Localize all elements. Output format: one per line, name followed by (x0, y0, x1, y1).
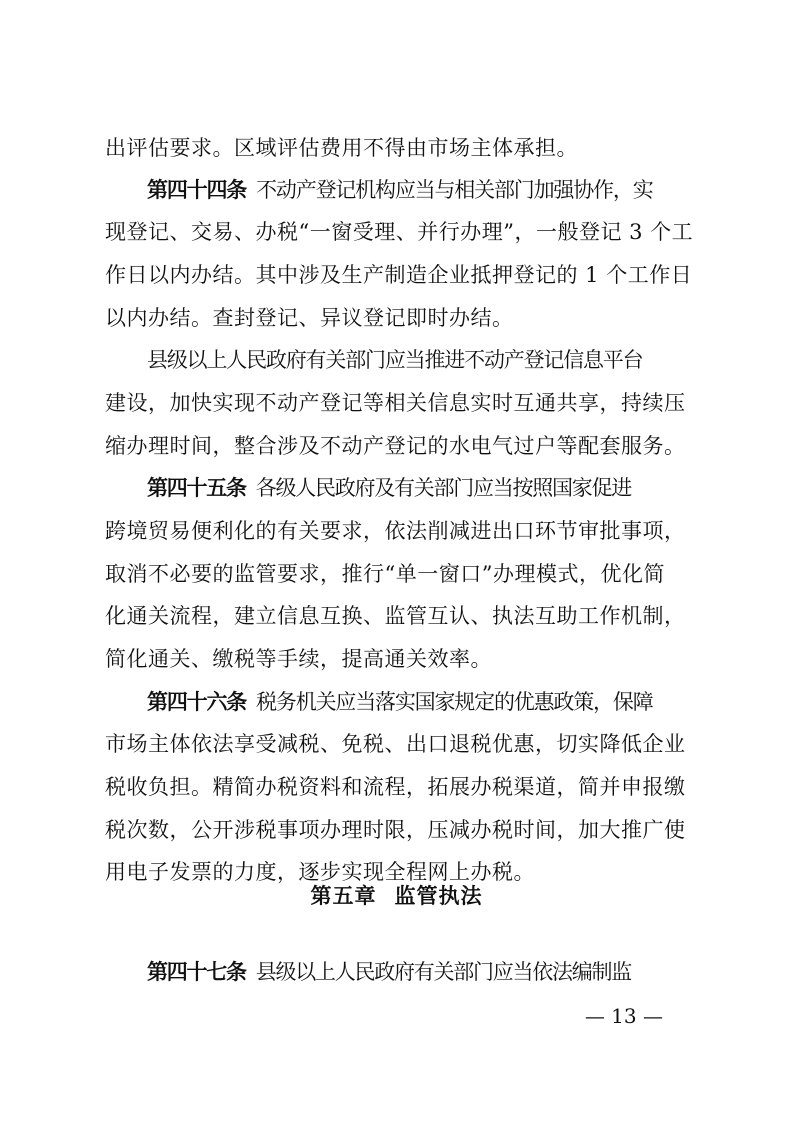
article-45-line (147, 472, 737, 504)
page-number: — 13 — (584, 1004, 663, 1028)
paragraph-line: 简化通关、缴税等手续，提高通关效率。 (105, 647, 492, 671)
article-45-title: 第四十五条 (147, 476, 246, 500)
article-46-line (147, 686, 737, 718)
paragraph-line: 县级以上人民政府有关部门应当推进不动产登记信息平台 (147, 348, 643, 372)
paragraph-line: 跨境贸易便利化的有关要求，依法削减进出口环节审批事项， (105, 519, 686, 543)
chapter-title: 监管执法 (394, 884, 483, 908)
article-47-text: 县级以上人民政府有关部门应当依法编制监 (255, 960, 631, 984)
paragraph-line: 市场主体依法享受减税、免税、出口退税优惠，切实降低企业 (105, 732, 686, 756)
paragraph-line: 作日以内办结。其中涉及生产制造企业抵押登记的 1 个工作日 (105, 263, 693, 287)
article-44-line (147, 174, 737, 206)
article-45-text: 各级人民政府及有关部门应当按照国家促进 (255, 476, 631, 500)
article-44-title: 第四十四条 (147, 178, 247, 202)
paragraph-line: 现登记、交易、办税“一窗受理、并行办理”，一般登记 3 个工 (105, 220, 694, 244)
paragraph-line: 税收负担。精简办税资料和流程，拓展办税渠道，简并申报缴 (105, 775, 686, 799)
article-46-text: 税务机关应当落实国家规定的优惠政策，保障 (256, 690, 653, 714)
chapter-heading (0, 880, 793, 912)
paragraph-line: 化通关流程，建立信息互换、监管互认、执法互助工作机制， (105, 604, 686, 628)
paragraph-line: 缩办理时间，整合涉及不动产登记的水电气过户等配套服务。 (105, 434, 686, 458)
paragraph-line: 建设，加快实现不动产登记等相关信息实时互通共享，持续压 (105, 391, 686, 415)
paragraph-line: 取消不必要的监管要求，推行“单一窗口”办理模式，优化简 (105, 562, 665, 586)
paragraph-line: 用电子发票的力度，逐步实现全程网上办税。 (105, 860, 535, 884)
paragraph-line: 税次数，公开涉税事项办理时限，压减办税时间，加大推广使 (105, 818, 686, 842)
paragraph-line: 以内办结。查封登记、异议登记即时办结。 (105, 306, 514, 330)
paragraph-line: 出评估要求。区域评估费用不得由市场主体承担。 (105, 136, 578, 160)
article-47-title: 第四十七条 (147, 960, 246, 984)
chapter-number: 第五章 (310, 884, 377, 908)
article-46-title: 第四十六条 (147, 690, 247, 714)
article-47-line (147, 956, 737, 988)
article-44-text: 不动产登记机构应当与相关部门加强协作，实 (256, 178, 653, 202)
